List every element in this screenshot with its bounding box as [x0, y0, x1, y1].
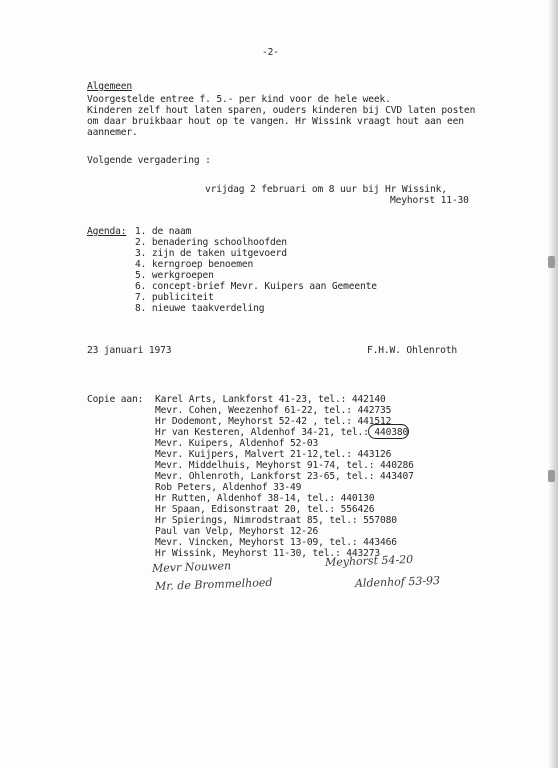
agenda-item: 2. benadering schoolhoofden — [135, 237, 287, 248]
handwritten-name: Mr. de Brommelhoed — [154, 575, 273, 593]
copy-entry: Hr Wissink, Meyhorst 11-30, tel.: 443273 — [155, 548, 381, 559]
intro-line: Voorgestelde entree f. 5.- per kind voor de hele week. — [87, 94, 391, 105]
copy-entry: Mevr. Kuipers, Aldenhof 52-03 — [155, 438, 319, 449]
agenda-item: 1. de naam — [135, 226, 192, 237]
copy-entry: Mevr. Cohen, Weezenhof 61-22, tel.: 442735 — [155, 405, 392, 416]
agenda-item: 4. kerngroep benoemen — [135, 259, 254, 270]
copy-entry: Hr Spaan, Edisonstraat 20, tel.: 556426 — [155, 504, 375, 515]
signature-name: F.H.W. Ohlenroth — [367, 345, 458, 356]
handwritten-address: Meyhorst 54-20 — [324, 552, 414, 569]
agenda-item: 7. publiciteit — [135, 292, 214, 303]
agenda-item: 8. nieuwe taakverdeling — [135, 303, 265, 314]
intro-line: aannemer. — [87, 127, 138, 138]
meeting-details: vrijdag 2 februari om 8 uur bij Hr Wissink, — [205, 184, 447, 195]
intro-line: Kinderen zelf hout laten sparen, ouders kinderen bij CVD laten posten — [87, 105, 476, 116]
document-date: 23 januari 1973 — [87, 345, 172, 356]
agenda-label: Agenda: — [87, 226, 127, 237]
copy-entry: Hr Spierings, Nimrodstraat 85, tel.: 557080 — [155, 515, 397, 526]
copy-entry: Mevr. Ohlenroth, Lankforst 23-65, tel.: 443407 — [155, 471, 414, 482]
copy-entry: Paul van Velp, Meyhorst 12-26 — [155, 526, 319, 537]
handwritten-address: Aldenhof 53-93 — [354, 574, 441, 590]
intro-line: om daar bruikbaar hout op te vangen. Hr Wissink vraagt hout aan een — [87, 116, 464, 127]
copy-label: Copie aan: — [87, 394, 144, 405]
meeting-label: Volgende vergadering : — [87, 155, 211, 166]
copy-entry: Hr van Kesteren, Aldenhof 34-21, tel.: 440380 — [155, 427, 409, 438]
copy-entry: Mevr. Middelhuis, Meyhorst 91-74, tel.: 440286 — [155, 460, 414, 471]
copy-entry: Rob Peters, Aldenhof 33-49 — [155, 482, 302, 493]
handwritten-name: Mevr Nouwen — [151, 559, 232, 575]
copy-entry: Mevr. Vincken, Meyhorst 13-09, tel.: 443466 — [155, 537, 397, 548]
binder-hole-mark — [548, 470, 555, 482]
agenda-item: 3. zijn de taken uitgevoerd — [135, 248, 287, 259]
section-heading: Algemeen — [87, 81, 133, 92]
binder-hole-mark — [548, 256, 555, 268]
agenda-item: 6. concept-brief Mevr. Kuipers aan Gemeente — [135, 281, 377, 292]
copy-entry: Karel Arts, Lankforst 41-23, tel.: 442140 — [155, 394, 386, 405]
page-edge-shadow — [548, 0, 558, 768]
copy-entry: Hr Rutten, Aldenhof 38-14, tel.: 440130 — [155, 493, 375, 504]
agenda-item: 5. werkgroepen — [135, 270, 214, 281]
meeting-address: Meyhorst 11-30 — [390, 195, 469, 206]
copy-entry: Hr Dodemont, Meyhorst 52-42 , tel.: 441512 — [155, 416, 392, 427]
phone-circle-mark — [368, 424, 409, 439]
copy-entry: Mevr. Kuijpers, Malvert 21-12,tel.: 443126 — [155, 449, 392, 460]
page-number: -2- — [262, 47, 279, 58]
